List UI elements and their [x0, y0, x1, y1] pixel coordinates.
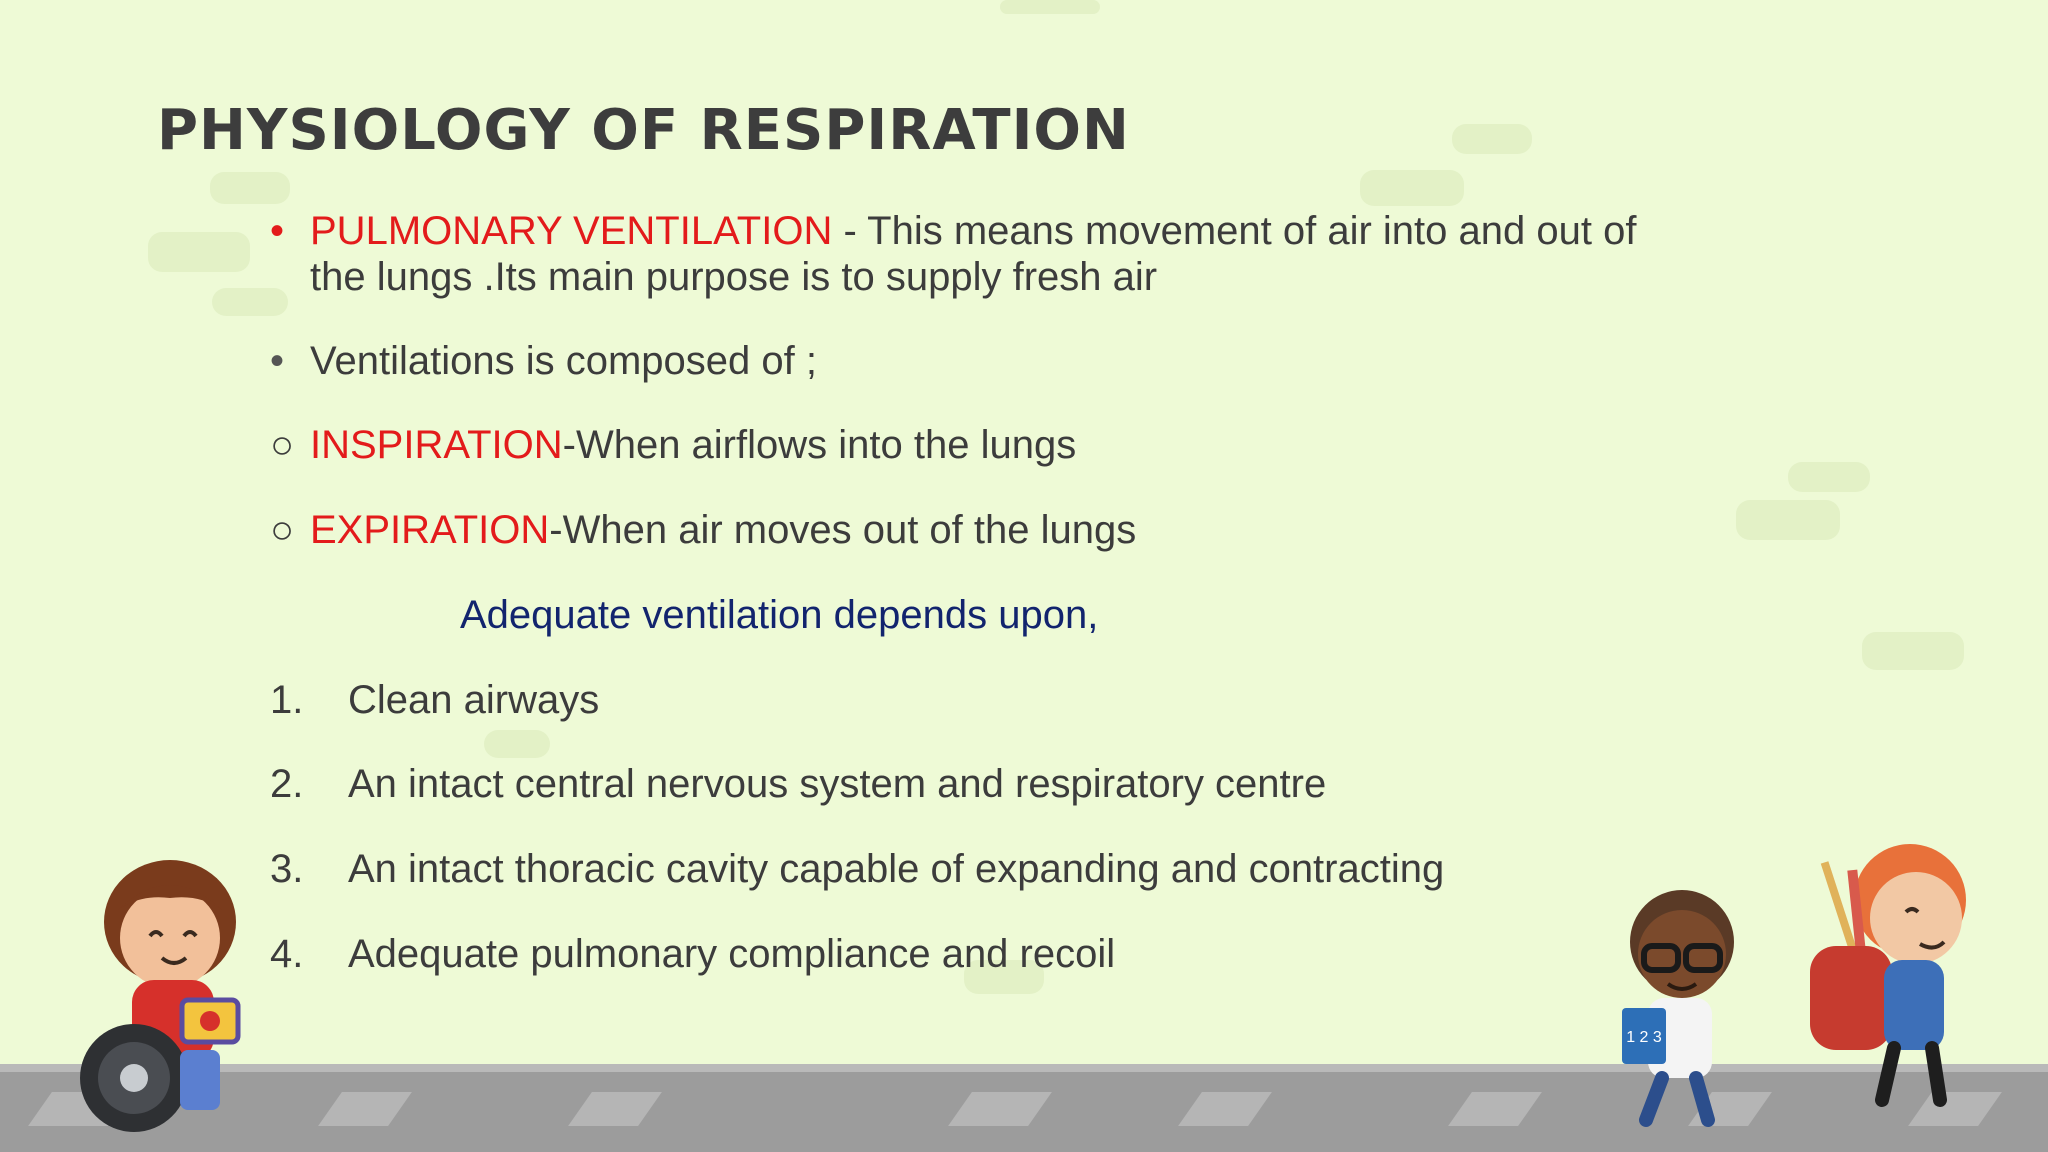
subheading: Adequate ventilation depends upon,: [460, 593, 1099, 637]
item-number: 1.: [270, 678, 304, 722]
bullet-definition-line2: the lungs .Its main purpose is to supply fresh air: [310, 255, 1158, 299]
background-patch: [212, 288, 288, 316]
slide-title: PHYSIOLOGY OF RESPIRATION: [157, 98, 1130, 163]
background-patch: [1452, 124, 1532, 154]
sub-bullet-text: [310, 422, 1076, 468]
item-number: 4.: [270, 932, 304, 976]
item-text: An intact central nervous system and respiratory centre: [348, 762, 1327, 806]
sub-bullet-marker: ○: [270, 508, 295, 552]
background-patch: [1000, 0, 1100, 14]
term-pulmonary-ventilation: PULMONARY VENTILATION: [310, 209, 833, 253]
background-patch: [148, 232, 250, 272]
bullet-definition: - This means movement of air into and out of: [832, 209, 1637, 253]
item-text: Adequate pulmonary compliance and recoil: [348, 932, 1116, 976]
background-patch: [210, 172, 290, 204]
background-patch: [1788, 462, 1870, 492]
item-number: 2.: [270, 762, 304, 806]
boy-with-backpack-illustration: [1790, 820, 1990, 1120]
inspiration-definition: -When airflows into the lungs: [562, 423, 1077, 467]
expiration-definition: -When air moves out of the lungs: [549, 508, 1137, 552]
girl-in-wheelchair-illustration: [70, 850, 310, 1140]
term-inspiration: INSPIRATION: [310, 423, 563, 467]
background-patch: [1360, 170, 1464, 206]
bullet-marker: •: [270, 209, 285, 253]
background-patch: [1736, 500, 1840, 540]
bullet-marker: •: [270, 339, 285, 383]
term-expiration: EXPIRATION: [310, 508, 550, 552]
item-text: An intact thoracic cavity capable of expanding and contracting: [348, 847, 1445, 891]
boy-with-book-illustration: [1596, 880, 1756, 1130]
background-patch: [484, 730, 550, 758]
sub-bullet-text: [310, 507, 1136, 553]
bullet-text: Ventilations is composed of ;: [310, 339, 817, 383]
sub-bullet-marker: ○: [270, 423, 295, 467]
bullet-text: [310, 208, 1636, 254]
background-patch: [1862, 632, 1964, 670]
book-label: 1 2 3: [1626, 1029, 1662, 1046]
item-text: Clean airways: [348, 678, 600, 722]
item-number: 3.: [270, 847, 304, 891]
